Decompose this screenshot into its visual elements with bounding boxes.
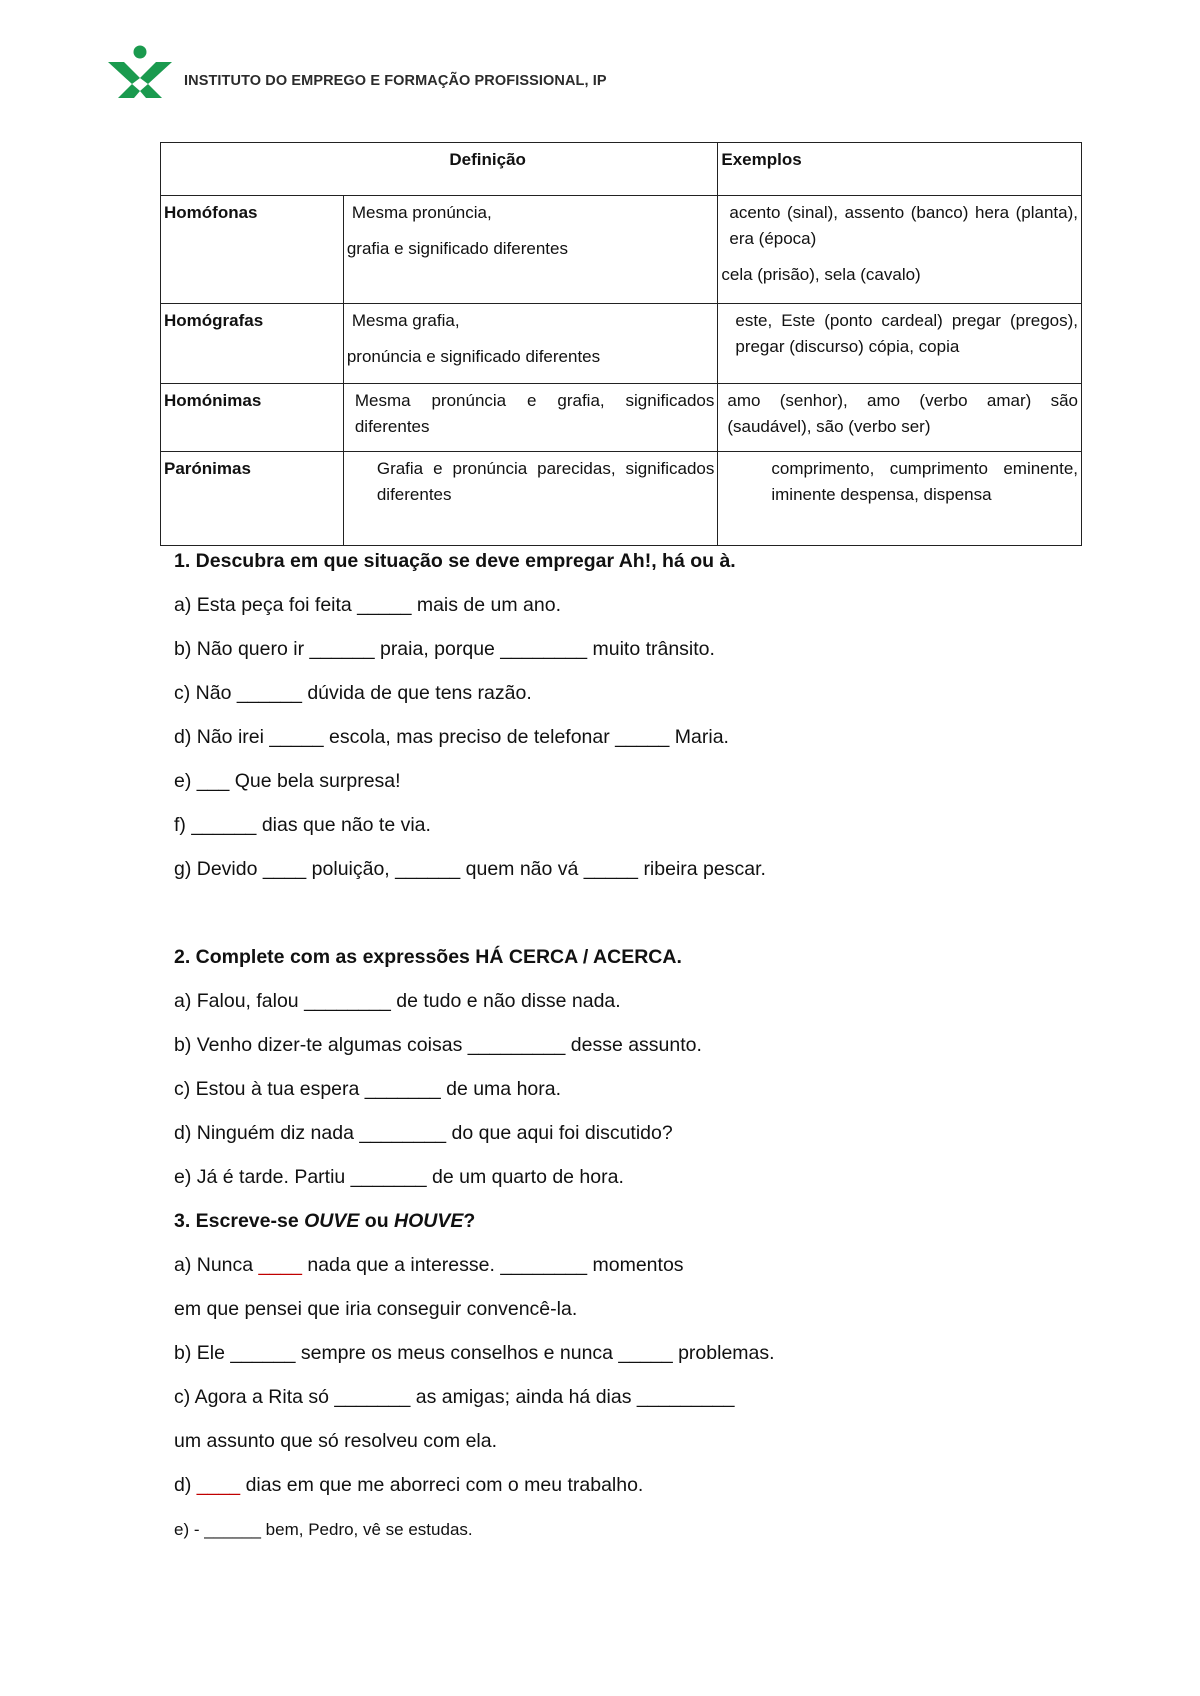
- exercise-3-a-rest: nada que a interesse. ________ momentos: [301, 1254, 684, 1276]
- exercise-3-item: e) - ______ bem, Pedro, vê se estudas.: [174, 1520, 473, 1539]
- term-cell: Homónimas: [161, 384, 344, 452]
- exercise-2-item: e) Já é tarde. Partiu _______ de um quarto de hora.: [174, 1166, 624, 1188]
- exercise-3-title-word1: OUVE: [304, 1210, 360, 1232]
- definition-line: Mesma pronúncia,: [351, 203, 492, 222]
- definition-cell: [343, 304, 718, 384]
- term-cell: Homófonas: [161, 196, 344, 304]
- examples-line: este, Este (ponto cardeal) pregar (pregos), pregar (discurso) cópia, copia: [735, 311, 1078, 356]
- exercise-2-item: b) Venho dizer-te algumas coisas _________ desse assunto.: [174, 1034, 702, 1056]
- definition-line: Grafia e pronúncia parecidas, significados diferentes: [376, 459, 715, 504]
- examples-line: amo (senhor), amo (verbo amar) são (saudável), são (verbo ser): [727, 391, 1078, 436]
- table-row: [161, 196, 1082, 304]
- exercise-2-item: c) Estou à tua espera _______ de uma hora.: [174, 1078, 562, 1100]
- exercise-3-item: [174, 1474, 643, 1497]
- exercise-3-d-prefix: d): [174, 1474, 197, 1496]
- table-header-row: [161, 143, 1082, 196]
- header-definition: Definição: [449, 150, 526, 169]
- exercise-1-title: 1. Descubra em que situação se deve empregar Ah!, há ou à.: [174, 550, 736, 572]
- table-row: [161, 304, 1082, 384]
- exercise-3-d-blank: ____: [196, 1474, 241, 1496]
- exercise-1-item: a) Esta peça foi feita _____ mais de um ano.: [174, 594, 561, 616]
- exercise-2-item: d) Ninguém diz nada ________ do que aqui foi discutido?: [174, 1122, 673, 1144]
- exercise-3-item: [174, 1254, 684, 1277]
- table-row: [161, 384, 1082, 452]
- exercise-3-title: [174, 1210, 475, 1233]
- exercise-3-title-word2: HOUVE: [394, 1210, 464, 1232]
- examples-line: comprimento, cumprimento eminente, iminente despensa, dispensa: [771, 459, 1078, 504]
- definition-line: Mesma pronúncia e grafia, significados diferentes: [354, 391, 715, 436]
- word-relations-table: [160, 142, 1082, 546]
- definition-cell: [343, 196, 718, 304]
- exercise-1-item: g) Devido ____ poluição, ______ quem não vá _____ ribeira pescar.: [174, 858, 766, 880]
- definition-line: grafia e significado diferentes: [346, 239, 568, 258]
- exercise-1-item: d) Não irei _____ escola, mas preciso de telefonar _____ Maria.: [174, 726, 729, 748]
- exercise-1-item: e) ___ Que bela surpresa!: [174, 770, 401, 792]
- examples-cell: [718, 304, 1082, 384]
- examples-line: acento (sinal), assento (banco) hera (planta), era (época): [729, 203, 1078, 248]
- exercise-3-title-prefix: 3. Escreve-se: [174, 1210, 305, 1232]
- exercise-3-d-rest: dias em que me aborreci com o meu trabalho.: [240, 1474, 644, 1496]
- exercise-2-item: a) Falou, falou ________ de tudo e não disse nada.: [174, 990, 621, 1012]
- exercise-1-item: c) Não ______ dúvida de que tens razão.: [174, 682, 532, 704]
- exercise-1-item: f) ______ dias que não te via.: [174, 814, 431, 836]
- examples-line: cela (prisão), sela (cavalo): [721, 265, 921, 284]
- organization-name: INSTITUTO DO EMPREGO E FORMAÇÃO PROFISSIONAL, IP: [184, 73, 607, 89]
- table-row: [161, 452, 1082, 546]
- exercise-1-item: b) Não quero ir ______ praia, porque ________ muito trânsito.: [174, 638, 715, 660]
- examples-cell: [718, 384, 1082, 452]
- exercise-3-title-suffix: ?: [463, 1210, 476, 1232]
- term-cell: Parónimas: [161, 452, 344, 546]
- definition-cell: [343, 384, 718, 452]
- term-cell: Homógrafas: [161, 304, 344, 384]
- definition-line: Mesma grafia,: [351, 311, 460, 330]
- exercise-3-item: um assunto que só resolveu com ela.: [174, 1430, 498, 1452]
- exercise-3-item: em que pensei que iria conseguir convencê-la.: [174, 1298, 578, 1320]
- exercise-3-item: b) Ele ______ sempre os meus conselhos e nunca _____ problemas.: [174, 1342, 775, 1364]
- iefp-logo-icon: [104, 42, 176, 98]
- definition-line: pronúncia e significado diferentes: [346, 347, 601, 366]
- examples-cell: [718, 196, 1082, 304]
- exercise-3-a-prefix: a) Nunca: [174, 1254, 259, 1276]
- exercise-3-item: c) Agora a Rita só _______ as amigas; ainda há dias _________: [174, 1386, 735, 1408]
- exercise-2-title: 2. Complete com as expressões HÁ CERCA / ACERCA.: [174, 946, 682, 968]
- definition-cell: [343, 452, 718, 546]
- header-empty-cell: [161, 143, 718, 196]
- exercise-3-a-blank: ____: [258, 1254, 302, 1276]
- exercise-3-title-mid: ou: [359, 1210, 395, 1232]
- header-examples: Exemplos: [718, 143, 1082, 196]
- examples-cell: [718, 452, 1082, 546]
